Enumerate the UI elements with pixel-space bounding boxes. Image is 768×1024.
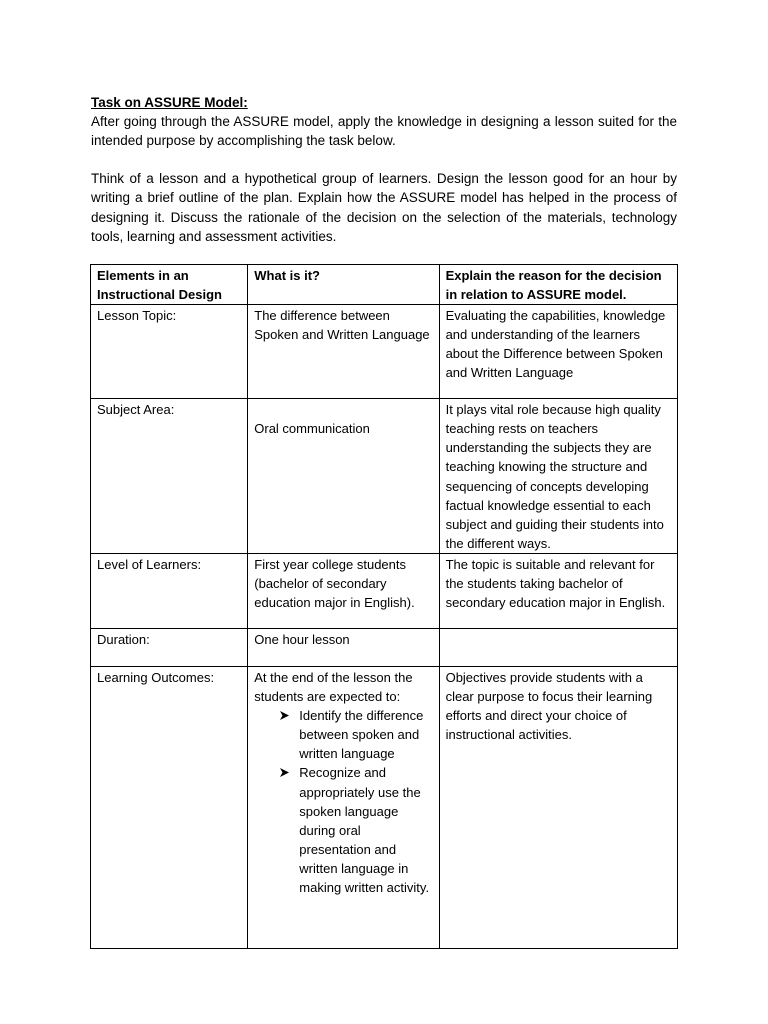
outcome-text: Recognize and appropriately use the spoken language during oral presentation and written language in making written activity. (299, 765, 430, 895)
outcomes-list (254, 706, 432, 897)
cell-what: First year college students (bachelor of secondary education major in English). (248, 553, 439, 628)
table-row-learning-outcomes (91, 666, 678, 948)
cell-what: One hour lesson (248, 628, 439, 666)
task-heading: Task on ASSURE Model: (91, 95, 248, 110)
cell-element: Lesson Topic: (91, 305, 248, 399)
cell-reason: Evaluating the capabilities, knowledge and understanding of the learners about the Difference between Spoken and Written Language (439, 305, 677, 399)
header-reason: Explain the reason for the decision in relation to ASSURE model. (439, 265, 677, 305)
cell-reason (439, 628, 677, 666)
cell-element: Duration: (91, 628, 248, 666)
task-description: Think of a lesson and a hypothetical group of learners. Design the lesson good for an hour by writing a brief outline of the plan. Explain how the ASSURE model has helped in the process of designing it. Discuss the rationale of the decision on the selection of the materials, technology tools, learning and assessment activities. (91, 171, 677, 244)
table-header-row (91, 265, 678, 305)
header-what-is-it: What is it? (248, 265, 439, 305)
assure-table (90, 264, 678, 949)
cell-element: Subject Area: (91, 399, 248, 554)
cell-what-wrapper (248, 399, 439, 554)
arrowhead-bullet-icon (279, 767, 290, 778)
header-elements: Elements in an Instructional Design (91, 265, 248, 305)
cell-what: The difference between Spoken and Written Language (248, 305, 439, 399)
table-row-level-of-learners (91, 553, 678, 628)
list-item (299, 763, 432, 897)
cell-reason: Objectives provide students with a clear purpose to focus their learning efforts and direct your choice of instructional activities. (439, 666, 677, 948)
cell-what-wrapper (248, 666, 439, 948)
cell-reason: It plays vital role because high quality teaching rests on teachers understanding the subjects they are teaching knowing the structure and sequencing of concepts developing factual knowledge essential to each subject and guiding their students into the different ways. (439, 399, 677, 554)
cell-what: Oral communication (254, 421, 370, 437)
table-row-subject-area (91, 399, 678, 554)
cell-element: Learning Outcomes: (91, 666, 248, 948)
list-item (299, 706, 432, 763)
arrowhead-bullet-icon (279, 710, 290, 721)
table-row-lesson-topic (91, 305, 678, 399)
task-instructions: After going through the ASSURE model, apply the knowledge in designing a lesson suited for the intended purpose by accomplishing the task below. (91, 114, 677, 149)
table-row-duration (91, 628, 678, 666)
outcomes-intro: At the end of the lesson the students are expected to: (254, 669, 413, 705)
cell-element: Level of Learners: (91, 553, 248, 628)
cell-reason: The topic is suitable and relevant for the students taking bachelor of secondary education major in English. (439, 553, 677, 628)
outcome-text: Identify the difference between spoken and written language (299, 708, 424, 762)
